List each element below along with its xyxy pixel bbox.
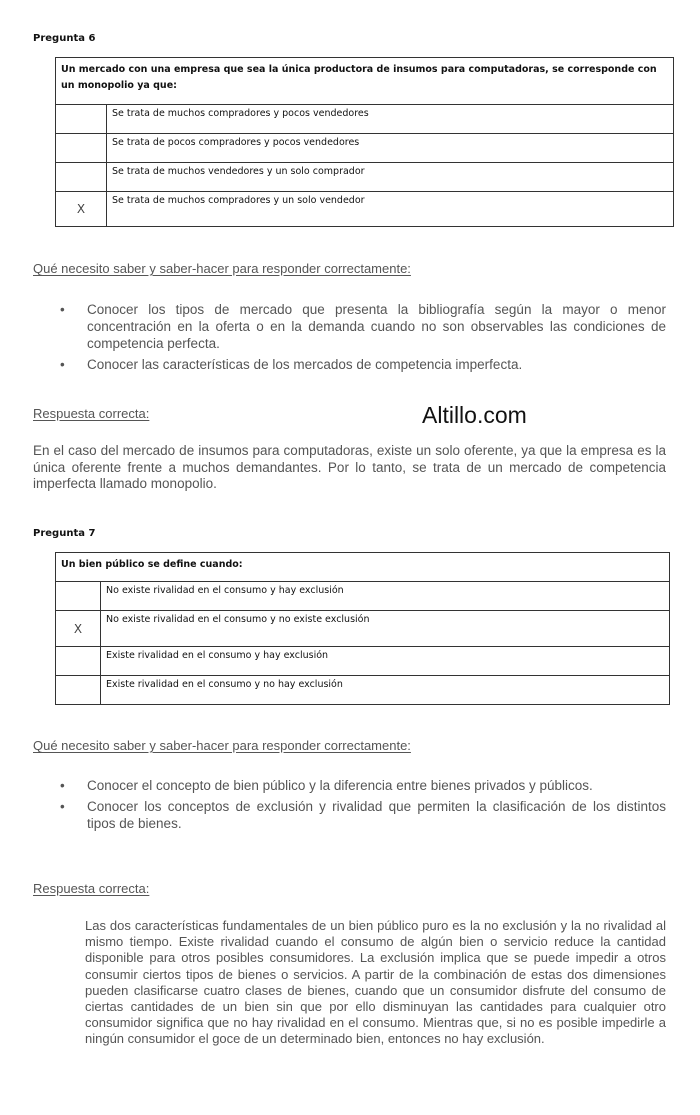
question-6-need-heading: Qué necesito saber y saber-hacer para responder correctamente: bbox=[33, 261, 411, 276]
bullet-icon: • bbox=[60, 799, 65, 814]
option-text: Se trata de muchos vendedores y un solo comprador bbox=[107, 163, 674, 192]
option-mark bbox=[56, 105, 107, 134]
option-mark bbox=[56, 647, 101, 676]
question-6-bullet-list bbox=[60, 301, 666, 377]
watermark-logo: Altillo.com bbox=[422, 402, 527, 428]
list-item: • Conocer las características de los mercados de competencia imperfecta. bbox=[60, 357, 523, 372]
list-item: • Conocer los tipos de mercado que presenta la bibliografía según la mayor o menor concentración en la oferta o en la demanda cuando no son observables las condiciones de competencia perfecta. bbox=[60, 302, 666, 351]
question-7-need-heading: Qué necesito saber y saber-hacer para responder correctamente: bbox=[33, 738, 411, 753]
option-text: No existe rivalidad en el consumo y hay exclusión bbox=[101, 582, 670, 611]
bullet-icon: • bbox=[60, 302, 65, 317]
list-item: • Conocer el concepto de bien público y la diferencia entre bienes privados y públicos. bbox=[60, 778, 593, 793]
question-7-answer-text: Las dos características fundamentales de un bien público puro es la no exclusión y la no rivalidad al mismo tiempo. Existe rivalidad cuando el consumo de algún bien o servicio reduce la cantidad disponible para otros posibles consumidores. La exclusión implica que se puede impedir a otros consumir ciertos tipos de bienes o servicios. A partir de la combinación de estas dos dimensiones pueden clasificarse cuatro clases de bienes, cuando que un consumidor disfrute del consumo de ciertas cantidades de un bien sin que por ello disminuyan las cantidades para cualquier otro consumidor significa que no hay rivalidad en el consumo. Mientras que, si no es posible impedirle a ningún consumidor el goce de un determinado bien, entonces no hay exclusión. bbox=[85, 918, 666, 1047]
question-7-statement: Un bien público se define cuando: bbox=[56, 553, 670, 582]
option-mark bbox=[56, 163, 107, 192]
question-7-table bbox=[55, 552, 670, 705]
option-mark-selected: X bbox=[56, 192, 107, 227]
option-text: Existe rivalidad en el consumo y no hay exclusión bbox=[101, 676, 670, 705]
option-text: Se trata de muchos compradores y un solo vendedor bbox=[107, 192, 674, 227]
list-item: • Conocer los conceptos de exclusión y rivalidad que permiten la clasificación de los distintos tipos de bienes. bbox=[60, 799, 666, 831]
question-6-statement: Un mercado con una empresa que sea la única productora de insumos para computadoras, se corresponde con un monopolio ya que: bbox=[56, 58, 674, 105]
question-7-answer-heading: Respuesta correcta: bbox=[33, 881, 150, 896]
option-text: Se trata de pocos compradores y pocos vendedores bbox=[107, 134, 674, 163]
bullet-icon: • bbox=[60, 357, 65, 372]
option-text: No existe rivalidad en el consumo y no existe exclusión bbox=[101, 611, 670, 647]
question-6-title: Pregunta 6 bbox=[33, 33, 96, 44]
option-text: Se trata de muchos compradores y pocos vendedores bbox=[107, 105, 674, 134]
question-6-answer-heading: Respuesta correcta: bbox=[33, 406, 150, 421]
option-mark bbox=[56, 134, 107, 163]
option-mark bbox=[56, 676, 101, 705]
question-7-bullet-list bbox=[60, 777, 666, 836]
question-7-title: Pregunta 7 bbox=[33, 528, 96, 539]
option-mark-selected: X bbox=[56, 611, 101, 647]
question-6-table bbox=[55, 57, 674, 227]
bullet-icon: • bbox=[60, 778, 65, 793]
option-mark bbox=[56, 582, 101, 611]
option-text: Existe rivalidad en el consumo y hay exclusión bbox=[101, 647, 670, 676]
question-6-answer-text: En el caso del mercado de insumos para computadoras, existe un solo oferente, ya que la empresa es la única oferente frente a muchos demandantes. Por lo tanto, se trata de un mercado de competencia imperfecta llamado monopolio. bbox=[33, 443, 666, 491]
